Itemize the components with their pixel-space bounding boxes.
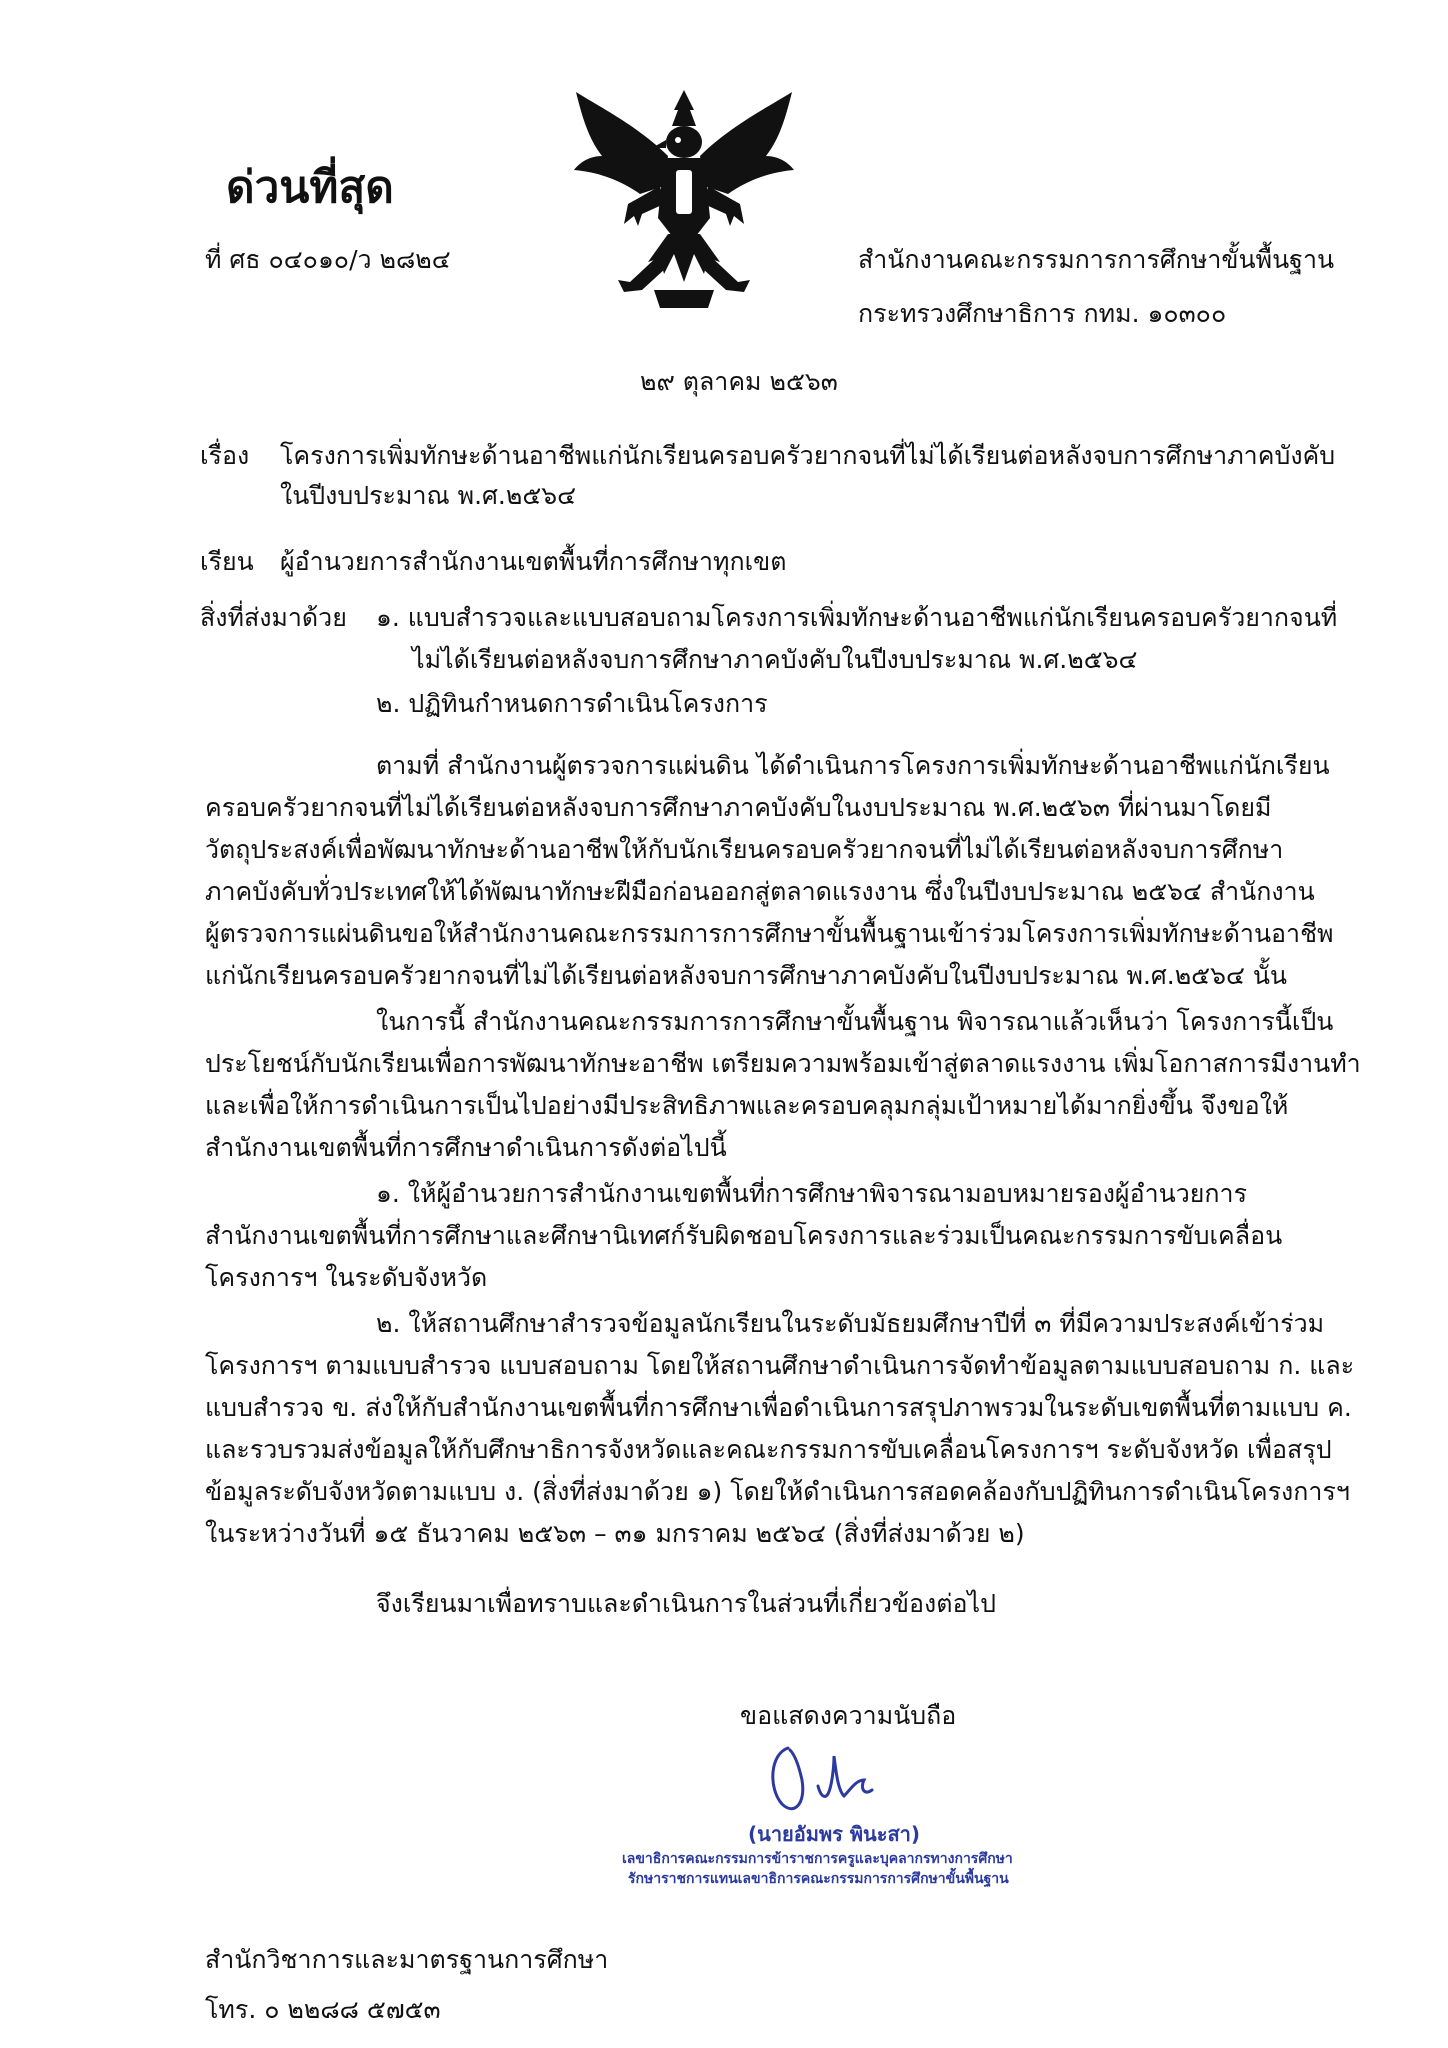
body-line: และรวบรวมส่งข้อมูลให้กับศึกษาธิการจังหวัดและคณะกรรมการขับเคลื่อนโครงการฯ ระดับจังหวัด เพื่อสรุป [205,1435,1332,1464]
to-recipient: ผู้อำนวยการสำนักงานเขตพื้นที่การศึกษาทุกเขต [280,547,787,576]
department-address: กระทรวงศึกษาธิการ กทม. ๑๐๓๐๐ [858,299,1227,328]
body-line: ตามที่ สำนักงานผู้ตรวจการแผ่นดิน ได้ดำเนินการโครงการเพิ่มทักษะด้านอาชีพแก่นักเรียน [376,751,1330,780]
enclosure-item-1: ๑. แบบสำรวจและแบบสอบถามโครงการเพิ่มทักษะด้านอาชีพแก่นักเรียนครอบครัวยากจนที่ [376,603,1338,632]
urgent-label: ด่วนที่สุด [226,162,394,213]
body-line: ในระหว่างวันที่ ๑๕ ธันวาคม ๒๕๖๓ – ๓๑ มกราคม ๒๕๖๔ (สิ่งที่ส่งมาด้วย ๒) [205,1519,1025,1548]
signer-name: (นายอัมพร พินะสา) [748,1822,921,1846]
body-line: ผู้ตรวจการแผ่นดินขอให้สำนักงานคณะกรรมการการศึกษาขั้นพื้นฐานเข้าร่วมโครงการเพิ่มทักษะด้านอาชีพ [205,919,1334,948]
subject-line-2: ในปีงบประมาณ พ.ศ.๒๕๖๔ [280,481,577,510]
body-line: โครงการฯ ตามแบบสำรวจ แบบสอบถาม โดยให้สถานศึกษาดำเนินการจัดทำข้อมูลตามแบบสอบถาม ก. และ [205,1351,1355,1380]
subject-label: เรื่อง [200,441,250,470]
body-line: แบบสำรวจ ข. ส่งให้กับสำนักงานเขตพื้นที่การศึกษาเพื่อดำเนินการสรุปภาพรวมในระดับเขตพื้นที่ตามแบบ ค. [205,1393,1352,1422]
letter-date: ๒๙ ตุลาคม ๒๕๖๓ [640,367,838,396]
subject-line-1: โครงการเพิ่มทักษะด้านอาชีพแก่นักเรียนครอบครัวยากจนที่ไม่ได้เรียนต่อหลังจบการศึกษาภาคบังคับ [280,441,1336,470]
body-line: และเพื่อให้การดำเนินการเป็นไปอย่างมีประสิทธิภาพและครอบคลุมกลุ่มเป้าหมายได้มากยิ่งขึ้น จึงขอให้ [205,1091,1289,1120]
signer-position-1: เลขาธิการคณะกรรมการข้าราชการครูและบุคลากรทางการศึกษา [622,1851,1013,1867]
enclosure-item-1-cont: ไม่ได้เรียนต่อหลังจบการศึกษาภาคบังคับในปีงบประมาณ พ.ศ.๒๕๖๔ [412,645,1138,674]
body-line: ๒. ให้สถานศึกษาสำรวจข้อมูลนักเรียนในระดับมัธยมศึกษาปีที่ ๓ ที่มีความประสงค์เข้าร่วม [376,1309,1325,1338]
body-line: ภาคบังคับทั่วประเทศให้ได้พัฒนาทักษะฝีมือก่อนออกสู่ตลาดแรงงาน ซึ่งในปีงบประมาณ ๒๕๖๔ สำนักงาน [205,877,1315,906]
body-line: วัตถุประสงค์เพื่อพัฒนาทักษะด้านอาชีพให้กับนักเรียนครอบครัวยากจนที่ไม่ได้เรียนต่อหลังจบการศึกษา [205,835,1284,864]
closing-regards: ขอแสดงความนับถือ [740,1701,957,1730]
signer-position-2: รักษาราชการแทนเลขาธิการคณะกรรมการการศึกษาขั้นพื้นฐาน [628,1871,1009,1887]
body-line: ครอบครัวยากจนที่ไม่ได้เรียนต่อหลังจบการศึกษาภาคบังคับในงบประมาณ พ.ศ.๒๕๖๓ ที่ผ่านมาโดยมี [205,793,1272,822]
body-line: ๑. ให้ผู้อำนวยการสำนักงานเขตพื้นที่การศึกษาพิจารณามอบหมายรองผู้อำนวยการ [376,1179,1247,1208]
body-line: สำนักงานเขตพื้นที่การศึกษาและศึกษานิเทศก์รับผิดชอบโครงการและร่วมเป็นคณะกรรมการขับเคลื่อน [205,1221,1283,1250]
reference-number: ที่ ศธ ๐๔๐๑๐/ว ๒๘๒๔ [205,245,451,274]
footer-phone: โทร. ๐ ๒๒๘๘ ๕๗๕๓ [205,1995,441,2024]
body-line: ในการนี้ สำนักงานคณะกรรมการการศึกษาขั้นพื้นฐาน พิจารณาแล้วเห็นว่า โครงการนี้เป็น [376,1007,1334,1036]
footer-office: สำนักวิชาการและมาตรฐานการศึกษา [205,1945,609,1974]
closing-sentence: จึงเรียนมาเพื่อทราบและดำเนินการในส่วนที่เกี่ยวข้องต่อไป [376,1589,996,1618]
to-label: เรียน [200,547,254,576]
enclosure-item-2: ๒. ปฏิทินกำหนดการดำเนินโครงการ [376,689,768,718]
garuda-emblem-icon [568,86,800,310]
body-line: สำนักงานเขตพื้นที่การศึกษาดำเนินการดังต่อไปนี้ [205,1133,727,1162]
body-line: ประโยชน์กับนักเรียนเพื่อการพัฒนาทักษะอาชีพ เตรียมความพร้อมเข้าสู่ตลาดแรงงาน เพิ่มโอกาสการมีงานทำ [205,1049,1361,1078]
enclosures-label: สิ่งที่ส่งมาด้วย [200,603,347,632]
signature-icon [760,1740,900,1820]
body-line: โครงการฯ ในระดับจังหวัด [205,1263,488,1292]
department-name: สำนักงานคณะกรรมการการศึกษาขั้นพื้นฐาน [858,245,1335,274]
body-line: แก่นักเรียนครอบครัวยากจนที่ไม่ได้เรียนต่อหลังจบการศึกษาภาคบังคับในปีงบประมาณ พ.ศ.๒๕๖๔ นั้น [205,961,1288,990]
body-line: ข้อมูลระดับจังหวัดตามแบบ ง. (สิ่งที่ส่งมาด้วย ๑) โดยให้ดำเนินการสอดคล้องกับปฏิทินการดำเนินโครงการฯ [205,1477,1350,1506]
